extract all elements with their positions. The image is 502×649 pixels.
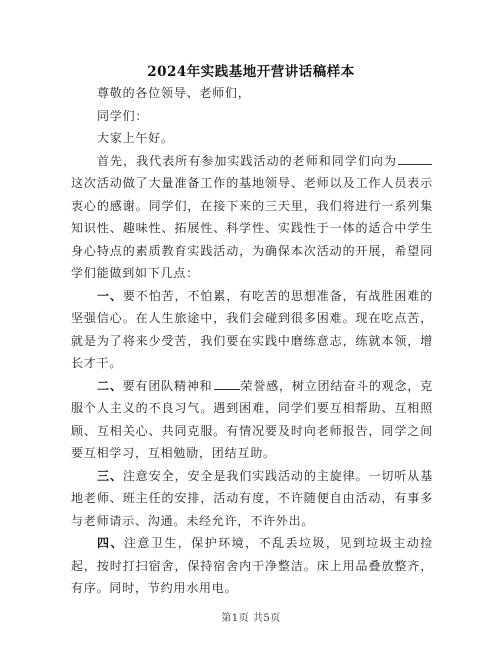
document-body — [71, 82, 433, 600]
point-four-text: 注意卫生，保护环境，不乱丢垃圾，见到垃圾主动捡起，按时打扫宿舍，保持宿舍内干净整洁。床上用品叠放整齐，有序。同时，节约用水用电。 — [71, 536, 433, 595]
point-four-paragraph — [71, 532, 433, 600]
point-one-text: 要不怕苦，不怕累，有吃苦的思想准备，有战胜困难的坚强信心。在人生旅途中，我们会碰到很多困难。现在吃点苦，就是为了将来少受苦，我们要在实践中磨练意志，练就本领，增长才干。 — [71, 288, 433, 370]
point-two-paragraph — [71, 375, 433, 465]
greeting-morning: 大家上午好。 — [97, 131, 174, 145]
point-two-text-a: 要有团队精神和 — [122, 378, 213, 393]
intro-text-part1: 首先，我代表所有参加实践活动的老师和同学们向为 — [97, 153, 397, 168]
intro-paragraph — [71, 150, 433, 285]
point-one-number: 一、 — [97, 288, 123, 303]
fill-in-blank — [214, 378, 240, 390]
point-two-text-b: 荣誉感，树立团结奋斗的观念，克服个人主义的不良习气。遇到困难，同学们要互相帮助、互相照顾、互相关心、共同克服。有情况要及时向老师报告，同学之间要互相学习，互相勉励，团结互助。 — [71, 378, 433, 460]
greeting-students: 同学们： — [97, 108, 149, 123]
fill-in-blank — [398, 153, 432, 165]
point-four-number: 四、 — [97, 536, 124, 550]
page-number-footer: 第1页 共5页 — [221, 613, 281, 624]
document-title: 2024年实践基地开营讲话稿样本 — [147, 64, 355, 80]
point-three-number: 三、 — [97, 468, 123, 483]
point-three-paragraph — [71, 465, 433, 533]
greeting-leaders: 尊敬的各位领导、老师们， — [97, 86, 251, 100]
point-two-number: 二、 — [97, 378, 123, 393]
intro-text-part2: 这次活动做了大量准备工作的基地领导、老师以及工作人员表示衷心的感谢。同学们，在接下来的三天里，我们将进行一系列集知识性、趣味性、拓展性、科学性、实践性于一体的适合中学生身心特点的素质教育实践活动，为确保本次活动的开展，希望同学们能做到如下几点： — [71, 176, 433, 280]
point-one-paragraph — [71, 285, 433, 375]
point-three-text: 注意安全，安全是我们实践活动的主旋律。一切听从基地老师、班主任的安排，活动有度，不许随便自由活动，有事多与老师请示、沟通。未经允许，不许外出。 — [71, 468, 433, 528]
